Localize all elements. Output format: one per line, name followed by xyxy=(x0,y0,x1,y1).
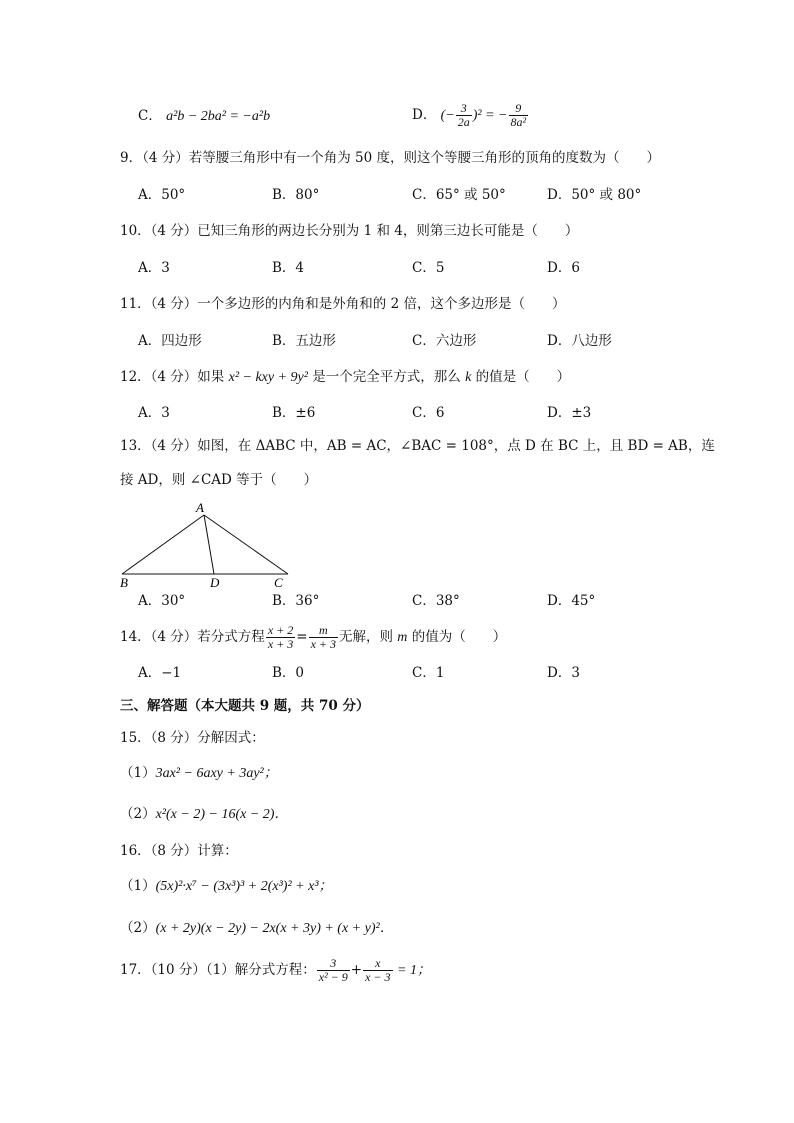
q8-option-c-expr: a²b − 2ba² = −a²b xyxy=(166,109,271,124)
q10-option-d: D．6 xyxy=(547,260,580,276)
q11-option-a: A．四边形 xyxy=(138,333,202,349)
label-d: D xyxy=(210,575,220,590)
q13-option-a: A．30° xyxy=(138,593,186,609)
q17-frac-left: $\frac{3}{\text{x² − 9}}$ xyxy=(318,956,348,984)
q9-option-b: B．80° xyxy=(272,187,320,203)
q11-stem: 11．（4 分）一个多边形的内角和是外角和的 2 倍，这个多边形是（ ） xyxy=(120,296,566,312)
q14-option-a: A．−1 xyxy=(138,665,182,681)
label-b: B xyxy=(120,575,128,590)
q10-option-b: B．4 xyxy=(272,260,305,276)
q12-expression: x² − kxy + 9y² xyxy=(228,370,308,385)
q14-option-b: B．0 xyxy=(272,665,305,681)
q13-option-c: C．38° xyxy=(412,593,460,609)
q9-option-d: D．50° 或 80° xyxy=(547,187,642,203)
q15-stem: 15．（8 分）分解因式： xyxy=(120,730,265,746)
q8-option-d-frac2: $\frac{9}{\text{8a²}}$ xyxy=(510,101,527,129)
q10-option-a: A．3 xyxy=(138,260,170,276)
q11-option-c: C．六边形 xyxy=(412,333,477,349)
segment-ad xyxy=(204,515,214,574)
q16-part2: （2）(x + 2y)(x − 2y) − 2x(x + 3y) + (x + y)²． xyxy=(120,920,394,936)
q8-option-d: D． (− $\frac{3}{2a}$ )² = − $\frac{9}{\text{8a²}}$ xyxy=(412,101,527,129)
q10-stem: 10．（4 分）已知三角形的两边长分别为 1 和 4，则第三边长可能是（ ） xyxy=(120,223,579,239)
label-c: C xyxy=(274,575,283,590)
q14-frac-left: $\frac{x + 2}{x + 3}$ xyxy=(267,623,294,651)
q13-option-d: D．45° xyxy=(547,593,596,609)
label-a: A xyxy=(196,500,204,515)
q13-stem-line2: 接 AD，则 ∠CAD 等于（ ） xyxy=(120,472,318,488)
q9-stem: 9．（4 分）若等腰三角形中有一个角为 50 度，则这个等腰三角形的顶角的度数为（ ） xyxy=(120,150,660,166)
q12-option-c: C．6 xyxy=(412,405,445,421)
q8-option-d-frac1: $\frac{3}{2a}$ xyxy=(457,101,470,129)
q16-part1: （1）(5x)²·x⁷ − (3x³)³ + 2(x³)² + x³； xyxy=(120,878,333,894)
q15-part2: （2）x²(x − 2) − 16(x − 2)． xyxy=(120,806,289,822)
q12-stem: 12．（4 分）如果 x² − kxy + 9y² 是一个完全平方式，那么 k 的值是（ ） xyxy=(120,369,571,385)
q12-option-d: D．±3 xyxy=(547,405,592,421)
q9-option-a: A．50° xyxy=(138,187,186,203)
segment-ac xyxy=(204,515,288,574)
segment-ab xyxy=(122,515,204,574)
q15-part1: （1）3ax² − 6axy + 3ay²； xyxy=(120,765,278,781)
q16-stem: 16．（8 分）计算： xyxy=(120,843,238,859)
q17-stem: 17．（10 分）（1）解分式方程： $\frac{3}{\text{x² − 9}}$ + $\frac{x}{x - 3}$ = 1； xyxy=(120,956,431,984)
q13-stem-line1: 13．（4 分）如图，在 ΔABC 中，AB = AC，∠BAC = 108°，点 D 在 BC 上，且 BD = AB，连 xyxy=(120,438,715,454)
q11-option-d: D．八边形 xyxy=(547,333,612,349)
q8-option-c xyxy=(138,106,270,127)
q10-option-c: C．5 xyxy=(412,260,445,276)
q8-option-c-label: C． xyxy=(138,108,162,124)
q9-option-c: C．65° 或 50° xyxy=(412,187,506,203)
q14-stem: 14．（4 分）若分式方程 $\frac{x + 2}{x + 3}$ = $\frac{m}{x + 3}$ 无解，则 m 的值为（ ） xyxy=(120,623,507,651)
q13-triangle-figure xyxy=(110,498,310,590)
q12-option-a: A．3 xyxy=(138,405,170,421)
q14-frac-right: $\frac{m}{x + 3}$ xyxy=(310,623,336,651)
q14-option-d: D．3 xyxy=(547,665,580,681)
q14-option-c: C．1 xyxy=(412,665,445,681)
q13-option-b: B．36° xyxy=(272,593,320,609)
q12-option-b: B．±6 xyxy=(272,405,316,421)
q17-frac-right: $\frac{x}{x - 3}$ xyxy=(365,956,391,984)
q11-option-b: B．五边形 xyxy=(272,333,336,349)
q8-option-d-label: D． xyxy=(412,107,437,123)
section3-title: 三、解答题（本大题共 9 题，共 70 分） xyxy=(120,698,370,714)
